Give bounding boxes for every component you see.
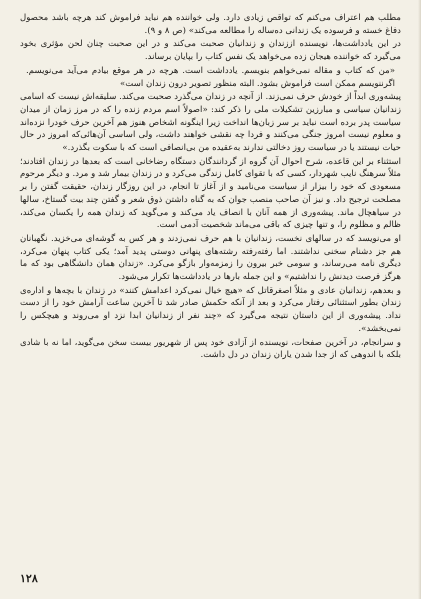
page-number: ۱۲۸ (20, 572, 38, 585)
paragraph: مطلب هم اعتراف می‌کنم که تواقص زیادی دارد. ولی خواننده هم نباید فراموش کند هرچه باشد محصول دفاغ خسته و فرسوده یک زندانی ده‌ساله را مطالعه می‌کند» (ص ۸ و ۹). (20, 13, 401, 36)
paragraph: و بعدهم، زندانیان عادی و مثلاً اصغرقاتل که «هیچ خیال نمی‌کرد اعدامش کنند» در زندان با بچه‌ها و اداره‌ی زندان بطور استثنائی رفتار می‌کرد و بعد از آنکه حکمش صادر شد تا آخرین ساعت آرامش خود را از دست نداد. پیشه‌وری از این داستان نتیجه می‌گیرد که «چند نفر از زندانیان ابدا نزد او می‌روند و هیچکس را نمی‌بخشد». (20, 285, 401, 334)
paragraph: او می‌نویسد که در سالهای نخست، زندانیان با هم حرف نمی‌زدند و هر کس به گوشه‌ای می‌خزید. نگهبانان هم جز دشنام سخنی نداشتند. اما رفته‌رفته رشته‌های پنهانی دوستی پدید آمد؛ یکی کتاب پنهان می‌کرد، دیگری نامه می‌رساند، و سومی خبر بیرون را زمزمه‌وار بازگو می‌کرد. «زندان همان دانشگاهی بود که ما هرگز فرصت دیدنش را نداشتیم» و این جمله بارها در یادداشت‌ها تکرار می‌شود. (20, 233, 401, 283)
paragraph: در این یادداشت‌ها، نویسنده اززندان و زندانیان صحبت می‌کند و در این صحبت چنان لحن مؤثری بخود می‌گیرد که خواننده هیجان زده می‌خواهد یک نفس کتاب را بپایان برساند. (20, 39, 401, 63)
paragraph: پیشه‌وری ابداً از خودش حرف نمی‌زند. از آنچه در زندان می‌گذرد صحبت می‌کند. سلیقه‌اش نیست که اسامی زندانیان سیاسی و مبارزین تشکیلات ملی را ذکر کند: «اصولاً اسم مردم زنده را که در مرز زمان از میدان سیاست پدر برده است نباید بر سر زبان‌ها انداخت زیرا اینگونه اشخاص هنوز هم آخرین حرف خودرا نزده‌اند و معلوم نیست امروز جنگی می‌کنند و فردا چه نقشی خواهند داشت، ولی اساسی آن‌هائی‌که امروز در حال حیات نیستند یا در سیاست روز دخالتی ندارند به‌عقیده من بی‌انصافی است که با سکوت بگذرد.» (20, 92, 401, 154)
paragraph: استثناء بر این قاعده، شرح احوال آن گروه از گردانندگان دستگاه رضاخانی است که بعدها در زندان افتادند؛ مثلاً سرهنگ نایب شهردار، کسی که با تقوای کامل زندگی می‌کرد و در زندان بیمار شد و مرد. و دیگر مرحوم مسعودی که خود را بیزار از سیاست می‌نامید و از آغاز تا انجام، در این روزگار زندان، حقیقت گفتن را بر مصلحت ترجیح داد. و نیز آن صاحب منصب جوان که به گناه داشتن ذوق شعر و گفتن چند بیت گستاخ، سالها در سیاهچال ماند. پیشه‌وری از همه آنان با انصاف یاد می‌کند و می‌گوید که زندان همه را یکسان می‌کند، ظالم و مظلوم را، و تنها چیزی که باقی می‌ماند شخصیت آدمی است. (20, 156, 401, 231)
body-text (20, 12, 401, 362)
quote-paragraph: «من که کتاب و مقاله نمی‌خواهم بنویسم. یادداشت است. هرچه در هر موقع بیادم می‌آید می‌نویسم. اگرننویسم ممکن است فراموش بشود. البته منظور تصویر درون زندان است» (26, 65, 395, 89)
paragraph: و سرانجام، در آخرین صفحات، نویسنده از آزادی خود پس از شهریور بیست سخن می‌گوید، اما نه با شادی بلکه با اندوهی که از جدا شدن یاران زندان در دل داشت. (20, 337, 401, 361)
